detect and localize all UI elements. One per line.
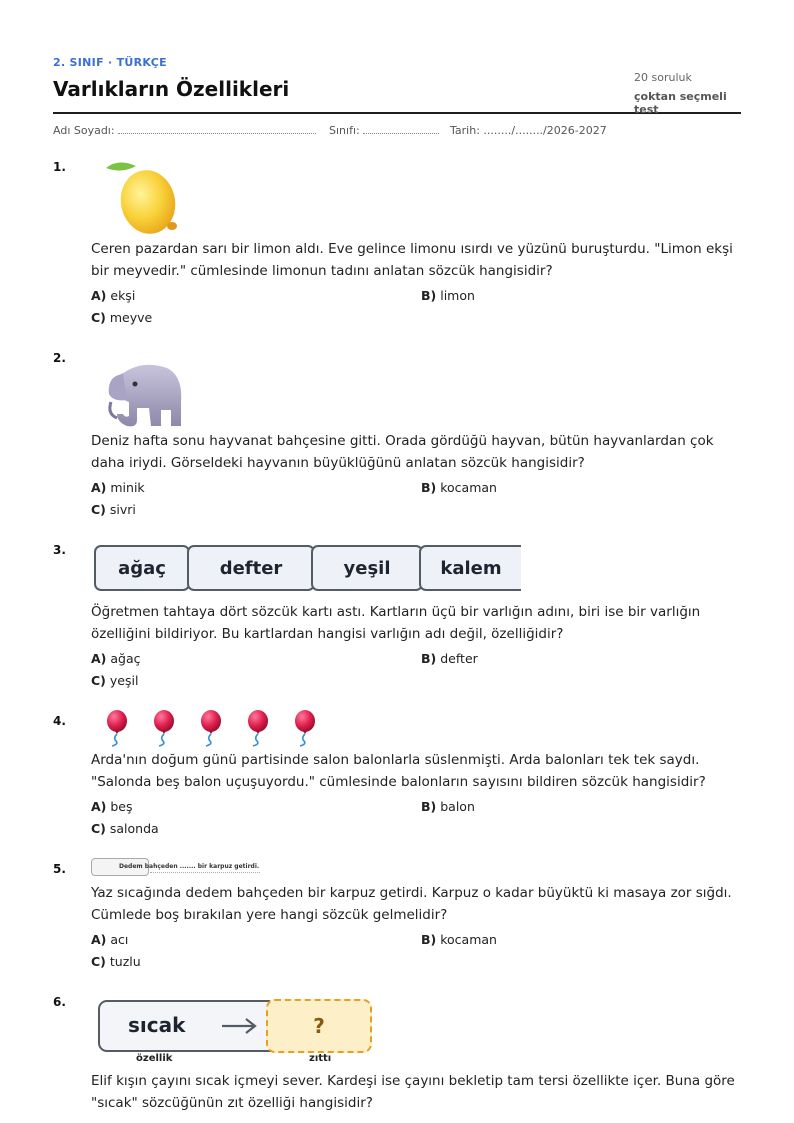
word-card: yeşil [311, 545, 423, 591]
name-blank[interactable] [118, 125, 316, 134]
word-card: defter [187, 545, 315, 591]
option-c[interactable]: C) yeşil [91, 673, 139, 688]
class-blank[interactable] [363, 125, 439, 134]
question-number: 2. [53, 351, 66, 365]
option-b[interactable]: B) defter [421, 651, 478, 666]
question-number: 4. [53, 714, 66, 728]
lemon-icon [104, 160, 184, 240]
test-type: çoktan seçmeli test [634, 90, 727, 116]
option-c[interactable]: C) meyve [91, 310, 153, 325]
balloon-icon [150, 709, 176, 747]
balloon-icon [103, 709, 129, 747]
question-number: 1. [53, 160, 66, 174]
word-text: sıcak [128, 1013, 186, 1037]
date-label: Tarih: [450, 124, 480, 137]
date-value: ......../......../2026-2027 [483, 124, 607, 137]
option-b[interactable]: B) limon [421, 288, 475, 303]
name-label: Adı Soyadı: [53, 124, 115, 137]
page-header [53, 52, 741, 114]
page-title: Varlıkların Özellikleri [53, 77, 290, 101]
unknown-box: ? [266, 999, 372, 1053]
question-text: Arda'nın doğum günü partisinde salon balonlarla süslenmişti. Arda balonları tek tek saydı. "Salonda beş balon uçuşuyordu." cümlesinde balonların sayısını bildiren sözcük hangisidir? [91, 752, 706, 790]
option-a[interactable]: A) ekşi [91, 288, 136, 303]
name-field[interactable] [53, 124, 316, 137]
date-field[interactable] [450, 124, 607, 137]
question-count: 20 soruluk [634, 71, 692, 84]
option-c[interactable]: C) sivri [91, 502, 136, 517]
question-number: 6. [53, 995, 66, 1009]
question-text: Öğretmen tahtaya dört sözcük kartı astı. Kartların üçü bir varlığın adını, biri ise bir varlığın özelliğini bildiriyor. Bu kartlardan hangisi varlığın adı değil, özelliğidir? [91, 604, 701, 642]
option-a[interactable]: A) acı [91, 932, 129, 947]
grade-label: 2. SINIF · TÜRKÇE [53, 56, 167, 69]
option-b[interactable]: B) balon [421, 799, 475, 814]
option-a[interactable]: A) ağaç [91, 651, 141, 666]
balloon-icon [197, 709, 223, 747]
sentence-underline [150, 872, 260, 873]
sentence-text: Dedem bahçeden ....... bir karpuz getirdi. [119, 863, 260, 870]
question-text: Deniz hafta sonu hayvanat bahçesine gitti. Orada gördüğü hayvan, bütün hayvanlardan çok daha iriydi. Görseldeki hayvanın büyüklüğünü anlatan sözcük hangisidir? [91, 433, 714, 471]
question-text: Ceren pazardan sarı bir limon aldı. Eve gelince limonu ısırdı ve yüzünü buruşturdu. "Limon ekşi bir meyvedir." cümlesinde limonun tadını anlatan sözcük hangisidir? [91, 241, 733, 279]
class-label: Sınıfı: [329, 124, 360, 137]
elephant-icon [103, 362, 183, 430]
option-b[interactable]: B) kocaman [421, 932, 497, 947]
question-number: 3. [53, 543, 66, 557]
option-b[interactable]: B) kocaman [421, 480, 497, 495]
caption-left: özellik [136, 1053, 173, 1064]
balloon-icon [291, 709, 317, 747]
option-a[interactable]: A) beş [91, 799, 133, 814]
arrow-right-icon [220, 1016, 260, 1036]
word-card: kalem [419, 545, 521, 591]
word-card: ağaç [94, 545, 190, 591]
question-text: Elif kışın çayını sıcak içmeyi sever. Kardeşi ise çayını bekletip tam tersi özellikte içer. Buna göre "sıcak" sözcüğünün zıt özelliği hangisidir? [91, 1073, 735, 1111]
question-number: 5. [53, 862, 66, 876]
balloon-icon [244, 709, 270, 747]
option-c[interactable]: C) salonda [91, 821, 159, 836]
question-text: Yaz sıcağında dedem bahçeden bir karpuz getirdi. Karpuz o kadar büyüktü ki masaya zor sığdı. Cümlede boş bırakılan yere hangi sözcük gelmelidir? [91, 885, 732, 923]
caption-right: zıttı [309, 1053, 332, 1064]
class-field[interactable] [329, 124, 439, 137]
option-c[interactable]: C) tuzlu [91, 954, 141, 969]
option-a[interactable]: A) minik [91, 480, 145, 495]
